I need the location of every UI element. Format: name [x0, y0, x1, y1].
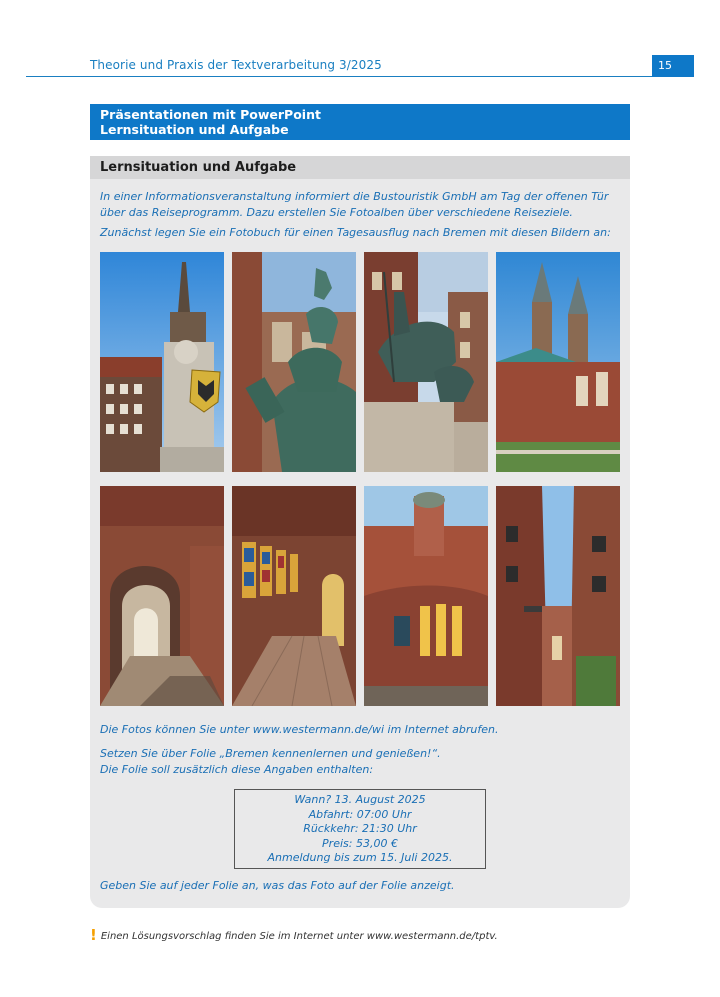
photo-equestrian-statue	[364, 252, 488, 472]
info-departure: Abfahrt: 07:00 Uhr	[308, 807, 412, 821]
chapter-banner	[90, 104, 630, 140]
photo-boettcherstrasse-building	[364, 486, 488, 706]
photo-roland-statue	[100, 252, 224, 472]
info-registration: Anmeldung bis zum 15. Juli 2025.	[267, 851, 453, 864]
running-header-title: Theorie und Praxis der Textverarbeitung 3/2025	[90, 58, 382, 72]
header-rule	[26, 76, 694, 77]
task-panel	[90, 156, 630, 908]
intro-paragraph: In einer Informationsveranstaltung informiert die Bustouristik GmbH am Tag der offenen Tür über das Reiseprogramm. Dazu erstellen Sie Fotoalben über verschiedene Reiseziele.	[100, 190, 609, 219]
slide-title-paragraph: Setzen Sie über Folie „Bremen kennenlernen und genießen!“.	[100, 747, 441, 760]
photo-arcade-passage	[100, 486, 224, 706]
footnote-text: Einen Lösungsvorschlag finden Sie im Internet unter www.westermann.de/tptv.	[100, 931, 498, 942]
exclamation-icon: !	[90, 926, 97, 944]
photo-source-paragraph: Die Fotos können Sie unter www.westermann.de/wi im Internet abrufen.	[100, 723, 499, 736]
photo-town-musicians	[232, 252, 356, 472]
trip-info-box	[234, 789, 486, 869]
section-heading: Lernsituation und Aufgabe	[90, 156, 630, 179]
info-return: Rückkehr: 21:30 Uhr	[303, 822, 417, 835]
banner-line-1: Präsentationen mit PowerPoint	[100, 107, 321, 122]
page-number: 15	[652, 55, 694, 77]
closing-paragraph: Geben Sie auf jeder Folie an, was das Foto auf der Folie anzeigt.	[100, 879, 455, 892]
info-date: Wann? 13. August 2025	[294, 793, 426, 806]
slide-details-paragraph: Die Folie soll zusätzlich diese Angaben enthalten:	[100, 763, 374, 776]
banner-line-2: Lernsituation und Aufgabe	[100, 122, 289, 137]
photo-cathedral	[496, 252, 620, 472]
info-price: Preis: 53,00 €	[322, 836, 398, 850]
task-paragraph: Zunächst legen Sie ein Fotobuch für einen Tagesausflug nach Bremen mit diesen Bildern an:	[100, 226, 611, 239]
footnote	[90, 925, 498, 943]
photo-schnoor-alley	[496, 486, 620, 706]
photo-stained-glass-hall	[232, 486, 356, 706]
